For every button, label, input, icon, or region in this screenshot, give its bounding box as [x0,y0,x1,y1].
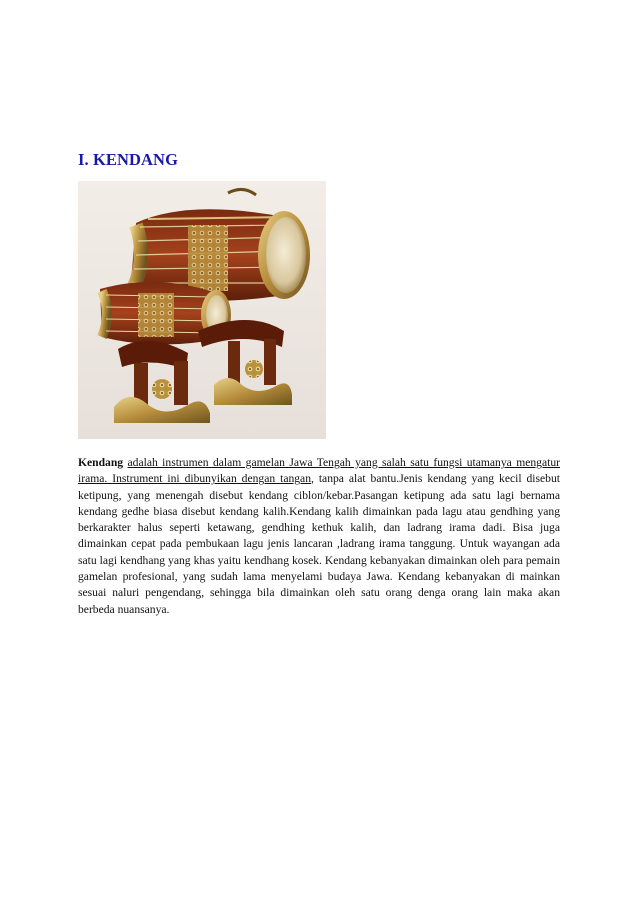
kendang-description-rest: , tanpa alat bantu.Jenis kendang yang kecil disebut ketipung, yang menengah disebut kendang ciblon/kebar.Pasangan ketipung ada satu lagi bernama kendang gedhe biasa disebut kendang kalih.Kendang kalih dimainkan pada lagu atau gendhing yang berkarakter halus seperti ketawang, gendhing kethuk kalih, dan ladrang irama dadi. Bisa juga dimainkan cepat pada pembukaan lagu jenis lancaran ,ladrang irama tanggung. Untuk wayangan ada satu lagi kendhang yang khas yaitu kendhang kosek. Kendang kebanyakan dimainkan oleh para pemain gamelan profesional, yang sudah lama menyelami budaya Jawa. Kendang kebanyakan di mainkan sesuai naluri pengendang, sehingga bila dimainkan oleh satu orang denga orang lain maka akan berbeda nuansanya. [78,472,560,616]
kendang-photo [78,181,326,439]
section-heading: I. KENDANG [78,150,179,169]
kendang-drum-illustration [78,181,326,439]
kendang-term: Kendang [78,456,124,469]
kendang-description [78,455,560,618]
kendang-definition-link-text: adalah instrumen dalam gamelan Jawa Tengah yang salah satu fungsi utamanya mengatur irama. Instrument ini dibunyikan dengan tangan [78,456,560,486]
